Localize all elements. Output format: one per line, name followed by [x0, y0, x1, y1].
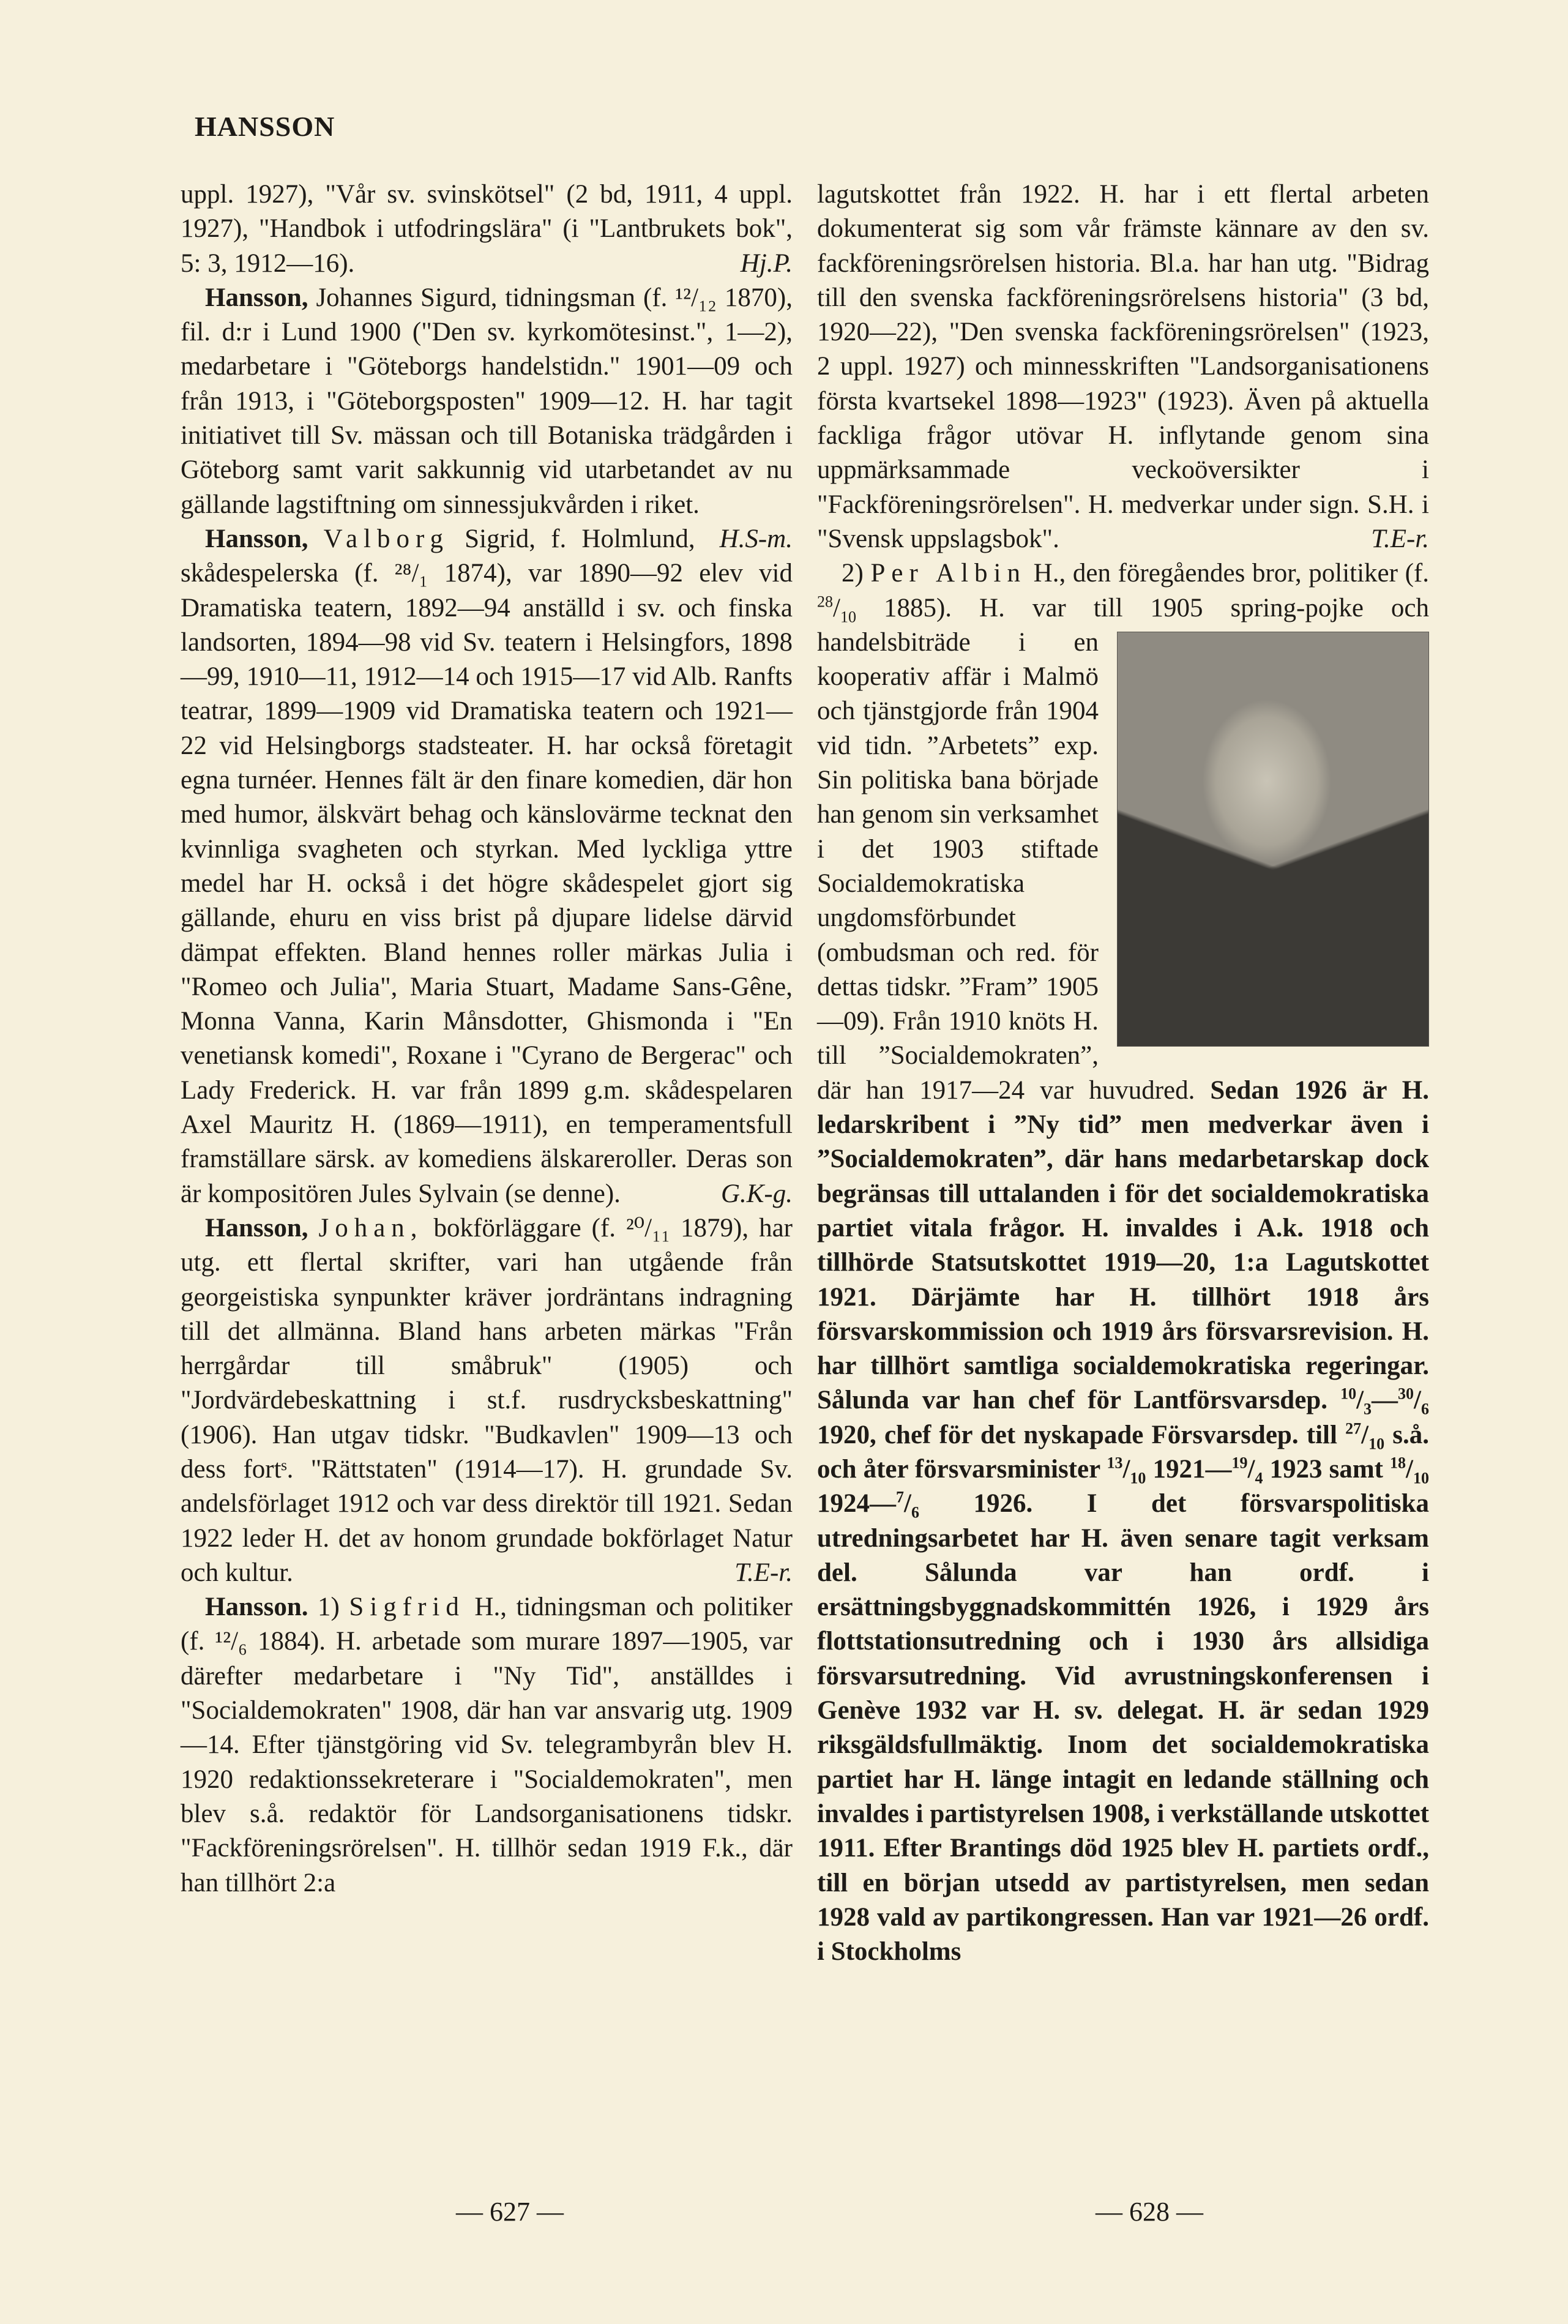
author-signature: G.K-g.: [720, 1179, 793, 1208]
portrait-photograph: [1117, 632, 1429, 1047]
entry-text: bokförläggare (f. ²⁰/₁₁ 1879), har utg. ett flertal skrifter, vari han utgående från georgeistiska synpunkter kräver jordräntans indragning till det allmänna. Bland hans arbeten märkas "Från herrgårdar till småbruk" (1905) och "Jordvärdebeskattning i st.f. rusdrycksbeskattning" (1906). Han utgav tidskr. "Budkavlen" 1909—13 och dess fortˢ. "Rättstaten" (1914—17). H. grundade Sv. andelsförlaget 1912 och var dess direktör till 1921. Sedan 1922 leder H. det av honom grundade bokförlaget Natur och kultur.: [181, 1213, 793, 1587]
entry-name: Johannes Sigurd,: [316, 283, 498, 312]
right-column: [817, 177, 1429, 1969]
entry-headword: Hansson,: [205, 1213, 308, 1242]
paragraph-text: lagutskottet från 1922. H. har i ett flertal arbeten dokumenterat sig som vår främste kännare av den sv. fackföreningsrörelsen historia. Bl.a. har han utg. "Bidrag till den svenska fackföreningsrörelsens historia" (3 bd, 1920—22), "Den svenska fackföreningsrörelsen" (1923, 2 uppl. 1927) och minnesskriften "Landsorganisationens första kvartsekel 1898—1923" (1923). Även på aktuella fackliga frågor utövar H. inflytande genom sina uppmärksammade veckoöversikter i "Fackföreningsrörelsen". H. medverkar under sign. S.H. i "Svensk uppslagsbok".: [817, 180, 1429, 553]
entry-sigfrid: [181, 1590, 793, 1900]
entry-text: Sigrid, f. Holmlund, skådespelerska (f. ²⁸/₁ 1874), var 1890—92 elev vid Dramatiska teatern, 1892—94 anställd i sv. och finska landsorten, 1894—98 vid Sv. teatern i Helsingfors, 1898—99, 1910—11, 1912—14 och 1915—17 vid Alb. Ranfts teatrar, 1899—1909 vid Dramatiska teatern och 1921—22 vid Helsingborgs stadsteater. H. har också företagit egna turnéer. Hennes fält är den finare komedien, där hon med humor, älskvärt behag och känslovärme tecknat den kvinnliga svagheten och styrkan. Med lyckliga yttre medel har H. också i det högre skådespelet gjort sig gällande, ehuru en viss brist på djupare lidelse därvid dämpat effekten. Bland hennes roller märkas Julia i "Romeo och Julia", Maria Stuart, Madame Sans-Gêne, Monna Vanna, Karin Månsdotter, Ghismonda i "En venetiansk komedi", Roxane i "Cyrano de Bergerac" och Lady Frederick. H. var från 1899 g.m. skådespelaren Axel Mauritz H. (1869—1911), en temperamentsfull framställare särsk. av komediens älskareroller. Deras son är kompositören Jules Sylvain (se denne).: [181, 524, 793, 1208]
entry-name: Per Albin: [870, 559, 1027, 588]
entry-valborg: [181, 522, 793, 1211]
entry-name: Johan,: [318, 1213, 424, 1242]
entry-text-start: H., den föregåendes bror, politiker (f. $^{28}/_{10}$ 1885). H. var till 1905 spring-: [817, 559, 1429, 626]
entry-number: 2): [842, 559, 871, 588]
entry-text: H., tidningsman och politiker (f. ¹²/₆ 1884). H. arbetade som murare 1897—1905, var därefter medarbetare i "Ny Tid", anställdes i "Socialdemokraten" 1908, där han var ansvarig utg. 1909—14. Efter tjänstgöring vid Sv. telegrambyrån blev H. 1920 redaktionssekreterare i "Socialdemokraten", men blev s.å. redaktör för Landsorganisationens tidskr. "Fackföreningsrörelsen". H. tillhör sedan 1919 F.k., där han tillhört 2:a: [181, 1593, 793, 1897]
author-signature: Hj.P.: [740, 248, 793, 278]
page-header: HANSSON: [195, 111, 335, 142]
author-signature: H.S-m.: [719, 524, 793, 553]
entry-headword: Hansson,: [205, 283, 308, 312]
entry-text-visible: pojke och handelsbiträde i en kooperativ affär i Malmö och tjänstgjorde från 1904 vid tidn. ”Arbetets” exp. Sin politiska bana började han genom sin verksamhet i det 1903 stiftade Socialdemokratiska ungdomsförbundet (ombudsman och red. för dettas tidskr. ”Fram” 1905—09). Från 1910 knöts H. till ”Socialdemokraten”, där han 1917—24 var huvudred. Sedan 1926 är H. ledarskribent i ”Ny tid” men medverkar även i ”Socialdemokraten”, där hans medarbetarskap dock begränsas till uttalanden i för det socialdemokratiska partiet vitala frågor. H. invaldes i A.k. 1918 och tillhörde Statsutskottet 1919—20, 1:a Lagutskottet 1921. Därjämte har H. tillhört 1918 års försvarskommission och 1919 års försvarsrevision. H. har tillhört samtliga socialdemokratiska regeringar. Sålunda var han chef för Lantförsvarsdep. $^{10}/_3—^{30}/_6$ 1920, chef för det nyskapade Försvarsdep. till $^{27}/_{10}$ s.å. och åter försvarsminister $^{13}/_{10}$ $1921—^{19}/_4$ 1923 samt $^{18}/_{10}$ $1924—^7/_6$ 1926. I det försvarspolitiska utredningsarbetet har H. även senare tagit verksam del. Sålunda var han ordf. i ersättningsbyggnadskommittén 1926, i 1929 års flottstationsutredning och i 1930 års allsidiga försvarsutredning. Vid avrustningskonferensen i Genève 1932 var H. sv. delegat. H. är sedan 1929 riksgäldsfullmäktig. Inom det socialdemokratiska partiet har H. länge intagit en ledande ställning och invaldes i partistyrelsen 1908, i verkställande utskottet 1911. Efter Brantings död 1925 blev H. partiets ordf., till en början utsedd av partistyrelsen, men sedan 1928 vald av partikongressen. Han var 1921—26 ordf. i Stockholms: [817, 593, 1429, 1967]
author-signature: T.E-r.: [734, 1558, 793, 1587]
continuation-paragraph: [181, 177, 793, 281]
paragraph-text: uppl. 1927), "Vår sv. svinskötsel" (2 bd, 1911, 4 uppl. 1927), "Handbok i utfodringslära" (i "Lantbrukets bok", 5: 3, 1912—16).: [181, 180, 793, 278]
entry-name: Valborg: [323, 524, 450, 553]
entry-headword: Hansson,: [205, 524, 308, 553]
author-signature: T.E-r.: [1371, 524, 1429, 553]
page-number-left: — 627 —: [456, 2197, 564, 2227]
entry-johan: [181, 1211, 793, 1590]
continuation-paragraph: [817, 177, 1429, 556]
entry-headword: Hansson.: [205, 1593, 308, 1622]
page-number-right: — 628 —: [1096, 2197, 1203, 2227]
entry-number: 1): [308, 1593, 349, 1622]
entry-name: Sigfrid: [349, 1593, 465, 1622]
left-column: [181, 177, 793, 1900]
entry-per-albin: [817, 556, 1429, 1969]
entry-text: tidningsman (f. ¹²/₁₂ 1870), fil. d:r i Lund 1900 ("Den sv. kyrkomötesinst.", 1—2), medarbetare i "Göteborgs handelstidn." 1901—09 och från 1913, i "Göteborgsposten" 1909—12. H. har tagit initiativet till Sv. mässan och till Botaniska trädgården i Göteborg samt varit sakkunnig vid utarbetandet av nu gällande lagstiftning om sinnessjukvården i riket.: [181, 283, 793, 519]
